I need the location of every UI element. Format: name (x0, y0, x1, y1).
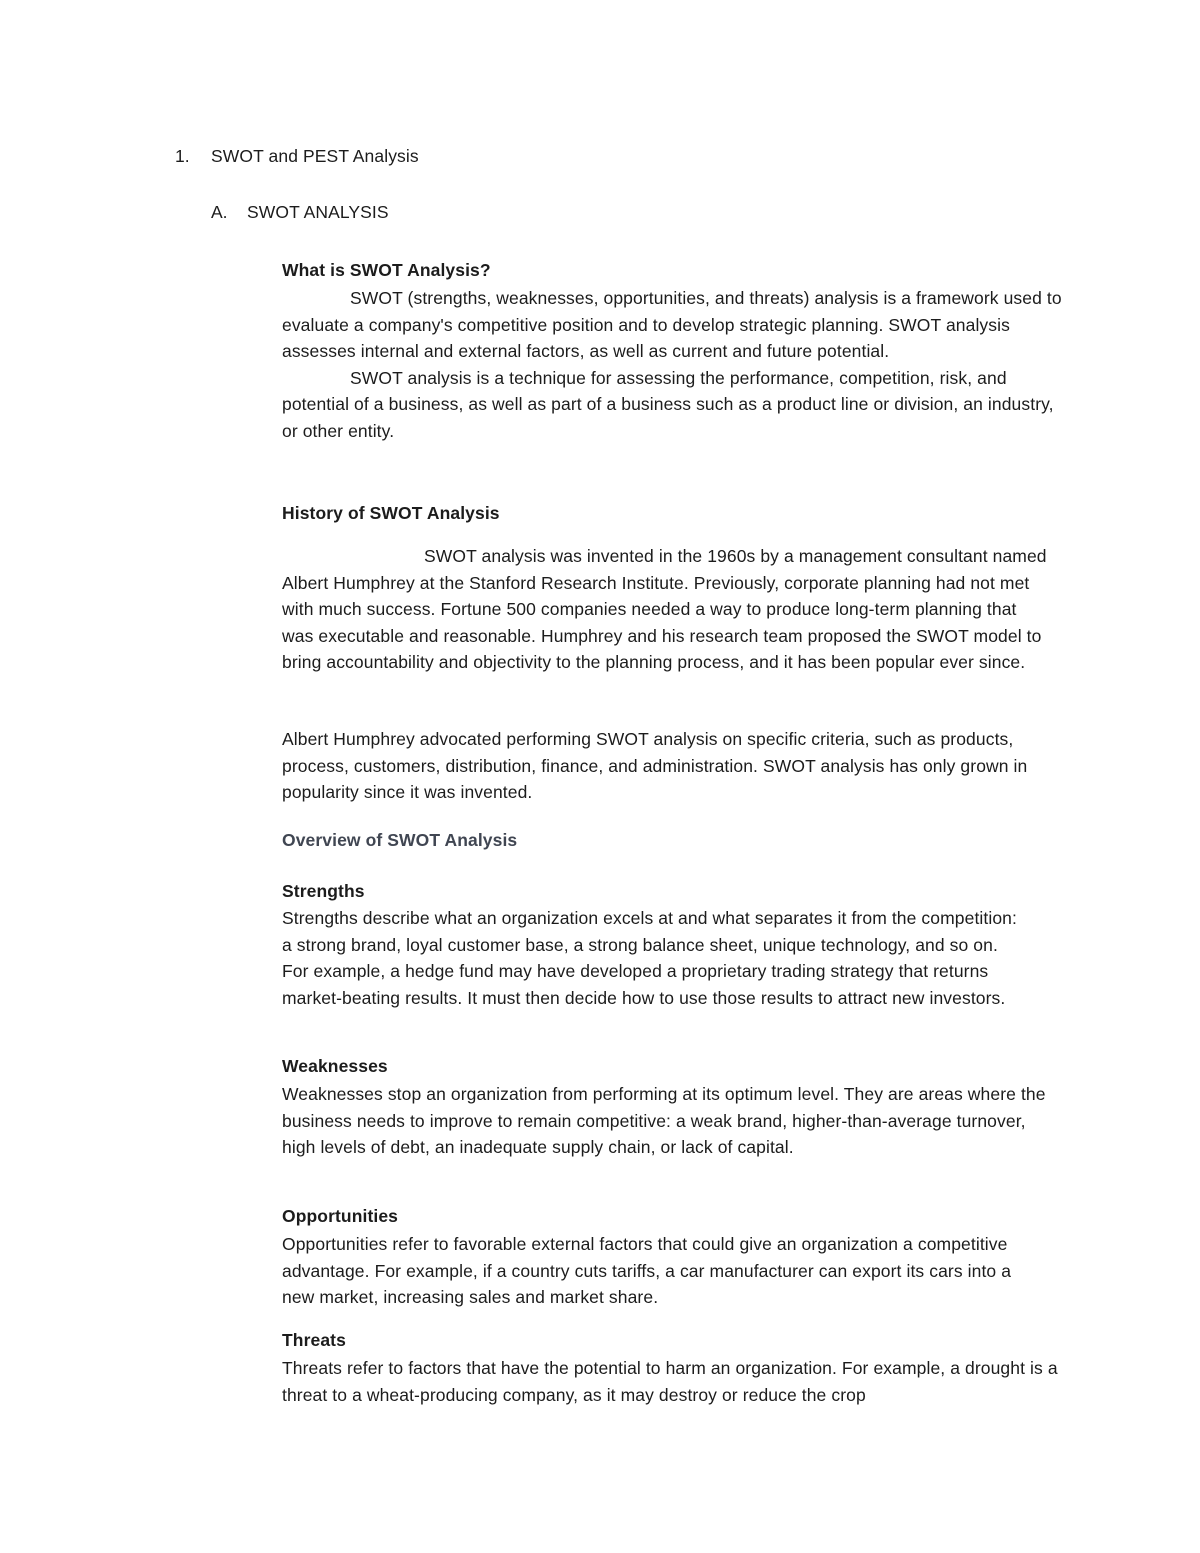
overview-heading: Overview of SWOT Analysis (282, 830, 518, 850)
list-letter: A. (211, 202, 228, 222)
opportunities-heading: Opportunities (282, 1206, 399, 1226)
weaknesses-paragraph: Weaknesses stop an organization from performing at its optimum level. They are areas where the business needs to improve to remain competitive: a weak brand, higher-than-average turnover, high levels of debt, an inadequate supply chain, or lack of capital. (282, 1084, 1046, 1158)
strengths-heading: Strengths (282, 881, 365, 901)
strengths-paragraph: Strengths describe what an organization excels at and what separates it from the competition: a strong brand, loyal customer base, a strong balance sheet, unique technology, and so on. For example, a hedge fund may have developed a proprietary trading strategy that returns market-beating results. It must then decide how to use those results to attract new investors. (282, 908, 1017, 1008)
what-is-heading: What is SWOT Analysis? (282, 260, 491, 280)
section-title: SWOT and PEST Analysis (211, 146, 419, 166)
weaknesses-heading: Weaknesses (282, 1056, 388, 1076)
history-body-2 (282, 726, 1062, 806)
what-is-paragraph-1: SWOT (strengths, weaknesses, opportunities, and threats) analysis is a framework used to evaluate a company's competitive position and to develop strategic planning. SWOT analysis assesses internal and external factors, as well as current and future potential. (282, 288, 1062, 362)
what-is-paragraph-2: SWOT analysis is a technique for assessing the performance, competition, risk, and potential of a business, as well as part of a business such as a product line or division, an industry, or other entity. (282, 367, 1054, 441)
opportunities-paragraph: Opportunities refer to favorable external factors that could give an organization a competitive advantage. For example, if a country cuts tariffs, a car manufacturer can export its cars into a new market, increasing sales and market share. (282, 1234, 1012, 1308)
threats-heading: Threats (282, 1330, 346, 1350)
history-paragraph-1: SWOT analysis was invented in the 1960s by a management consultant named Albert Humphrey at the Stanford Research Institute. Previously, corporate planning had not met with much success. Fortune 500 companies needed a way to produce long-term planning that was executable and reasonable. Humphrey and his research team proposed the SWOT model to bring accountability and objectivity to the planning process, and it has been popular ever since. (282, 546, 1047, 673)
what-is-body (282, 285, 1062, 445)
list-number: 1. (175, 146, 190, 166)
history-heading: History of SWOT Analysis (282, 503, 500, 523)
history-body (282, 543, 1052, 676)
weaknesses-body (282, 1081, 1057, 1161)
strengths-body (282, 905, 1017, 1011)
threats-body (282, 1355, 1072, 1408)
threats-paragraph: Threats refer to factors that have the potential to harm an organization. For example, a drought is a threat to a wheat-producing company, as it may destroy or reduce the crop (282, 1358, 1058, 1405)
history-paragraph-2: Albert Humphrey advocated performing SWOT analysis on specific criteria, such as products, process, customers, distribution, finance, and administration. SWOT analysis has only grown in popularity since it was invented. (282, 729, 1028, 803)
subsection-title: SWOT ANALYSIS (247, 202, 389, 222)
opportunities-body (282, 1231, 1017, 1311)
